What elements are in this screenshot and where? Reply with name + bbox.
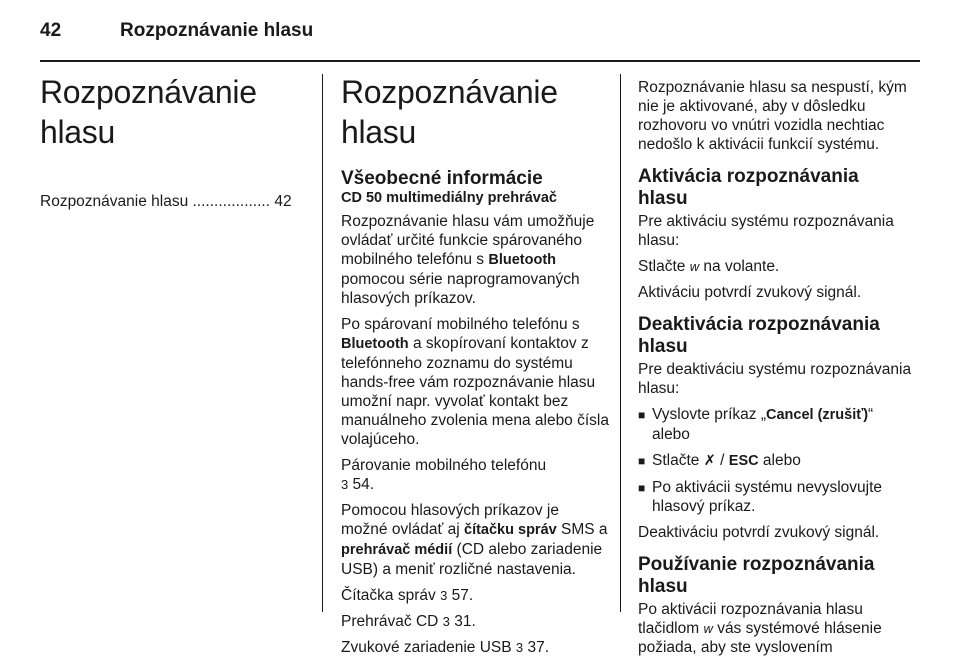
page-ref-arrow-icon: 3 — [515, 640, 524, 655]
column-divider — [322, 74, 323, 612]
toc-column — [40, 70, 310, 211]
deactivation-heading: Deaktivácia rozpoznávania hlasu — [638, 314, 880, 357]
paragraph — [341, 456, 609, 494]
bullet-list — [638, 405, 913, 516]
usage-heading: Používanie rozpoznávania hlasu — [638, 554, 875, 597]
page-ref-arrow-icon: 3 — [341, 477, 349, 492]
header-title: Rozpoznávanie hlasu — [120, 20, 314, 41]
text: pomocou série naprogramovaných hlasových príkazov. — [341, 271, 580, 307]
bullet-icon: ■ — [638, 454, 646, 468]
main-column — [341, 70, 609, 664]
text: Pomocou hlasových príkazov je možné ovládať aj — [341, 502, 559, 538]
player-heading: CD 50 multimediálny prehrávač — [341, 190, 557, 206]
section-title: Rozpoznávanie hlasu — [341, 74, 558, 150]
paragraph — [341, 212, 609, 308]
right-column — [638, 70, 913, 664]
text: Po aktivácii systému nevyslovujte hlasový príkaz. — [652, 479, 883, 515]
list-item — [638, 405, 913, 444]
page-ref[interactable]: 37. — [527, 639, 550, 656]
text: Vyslovte príkaz „ — [652, 406, 766, 423]
text: Po aktivácii rozpoznávania hlasu tlačidlom — [638, 601, 863, 637]
bold-term: prehrávač médií — [341, 542, 453, 558]
toc-entry[interactable]: Rozpoznávanie hlasu .................. 42 — [40, 193, 292, 210]
command: Cancel (zrušiť) — [766, 407, 869, 423]
text: (CD alebo zariadenie USB) a meniť rozličné nastavenia. — [341, 541, 603, 578]
text: Zvukové zariadenie USB — [341, 639, 512, 656]
paragraph — [638, 600, 913, 657]
voice-icon: w — [703, 621, 713, 636]
page-ref[interactable]: 54. — [352, 476, 375, 493]
esc-key: ESC — [728, 453, 759, 469]
bold-term: čítačku správ — [464, 522, 557, 538]
page-ref-arrow-icon: 3 — [440, 588, 448, 603]
text: Prehrávač CD — [341, 613, 439, 630]
paragraph — [341, 612, 609, 631]
mute-icon: ✗ — [703, 453, 716, 469]
paragraph — [341, 638, 609, 657]
page-ref[interactable]: 57. — [451, 587, 474, 604]
paragraph: Pre aktiváciu systému rozpoznávania hlasu: — [638, 213, 894, 249]
paragraph — [341, 586, 609, 605]
list-item — [638, 451, 913, 471]
activation-heading: Aktivácia rozpoznávania hlasu — [638, 166, 859, 209]
paragraph: Pre deaktiváciu systému rozpoznávania hlasu: — [638, 361, 912, 397]
text: Po spárovaní mobilného telefónu s — [341, 316, 580, 333]
text: Stlačte — [652, 452, 700, 469]
bullet-icon: ■ — [638, 481, 646, 495]
list-item — [638, 478, 913, 516]
page-ref[interactable]: 31. — [454, 613, 476, 630]
text: Stlačte — [638, 258, 686, 275]
general-heading: Všeobecné informácie — [341, 168, 543, 189]
text: vás systémové hlásenie požiada, aby ste vyslovením — [638, 620, 882, 656]
bold-term: Bluetooth — [341, 336, 409, 352]
bold-term: Bluetooth — [488, 252, 557, 268]
header-rule — [40, 60, 920, 62]
toc-title: Rozpoznávanie hlasu — [40, 74, 257, 150]
column-divider — [620, 74, 621, 612]
page-header — [40, 20, 920, 58]
text: SMS a — [556, 521, 608, 538]
bullet-icon: ■ — [638, 408, 646, 422]
text: / — [715, 452, 729, 469]
text: Čítačka správ — [341, 587, 436, 604]
paragraph: Aktiváciu potvrdí zvukový signál. — [638, 284, 862, 301]
text: Párovanie mobilného telefónu — [341, 457, 547, 474]
paragraph — [341, 315, 609, 449]
voice-icon: w — [689, 259, 700, 274]
paragraph — [341, 501, 609, 579]
text: alebo — [758, 452, 801, 469]
text: Rozpoznávanie hlasu vám umožňuje ovládať určité funkcie spárovaného mobilného telefónu s — [341, 213, 595, 268]
text: a skopírovaní kontaktov z telefónneho zoznamu do systému hands-free vám rozpoznávanie hlasu umožní napr. vyvolať kontakt bez manuálneho zvolenia mena alebo čísla volajúceho. — [341, 335, 609, 448]
page-ref-arrow-icon: 3 — [442, 614, 450, 629]
intro-paragraph: Rozpoznávanie hlasu sa nespustí, kým nie je aktivované, aby v dôsledku rozhovoru vo vnútri vozidla nechtiac nedošlo k aktivácii funkcií systému. — [638, 79, 907, 153]
text: na volante. — [703, 258, 780, 275]
text: “ alebo — [652, 406, 874, 443]
page-number: 42 — [40, 20, 62, 41]
paragraph — [638, 257, 913, 276]
paragraph: Deaktiváciu potvrdí zvukový signál. — [638, 524, 880, 541]
